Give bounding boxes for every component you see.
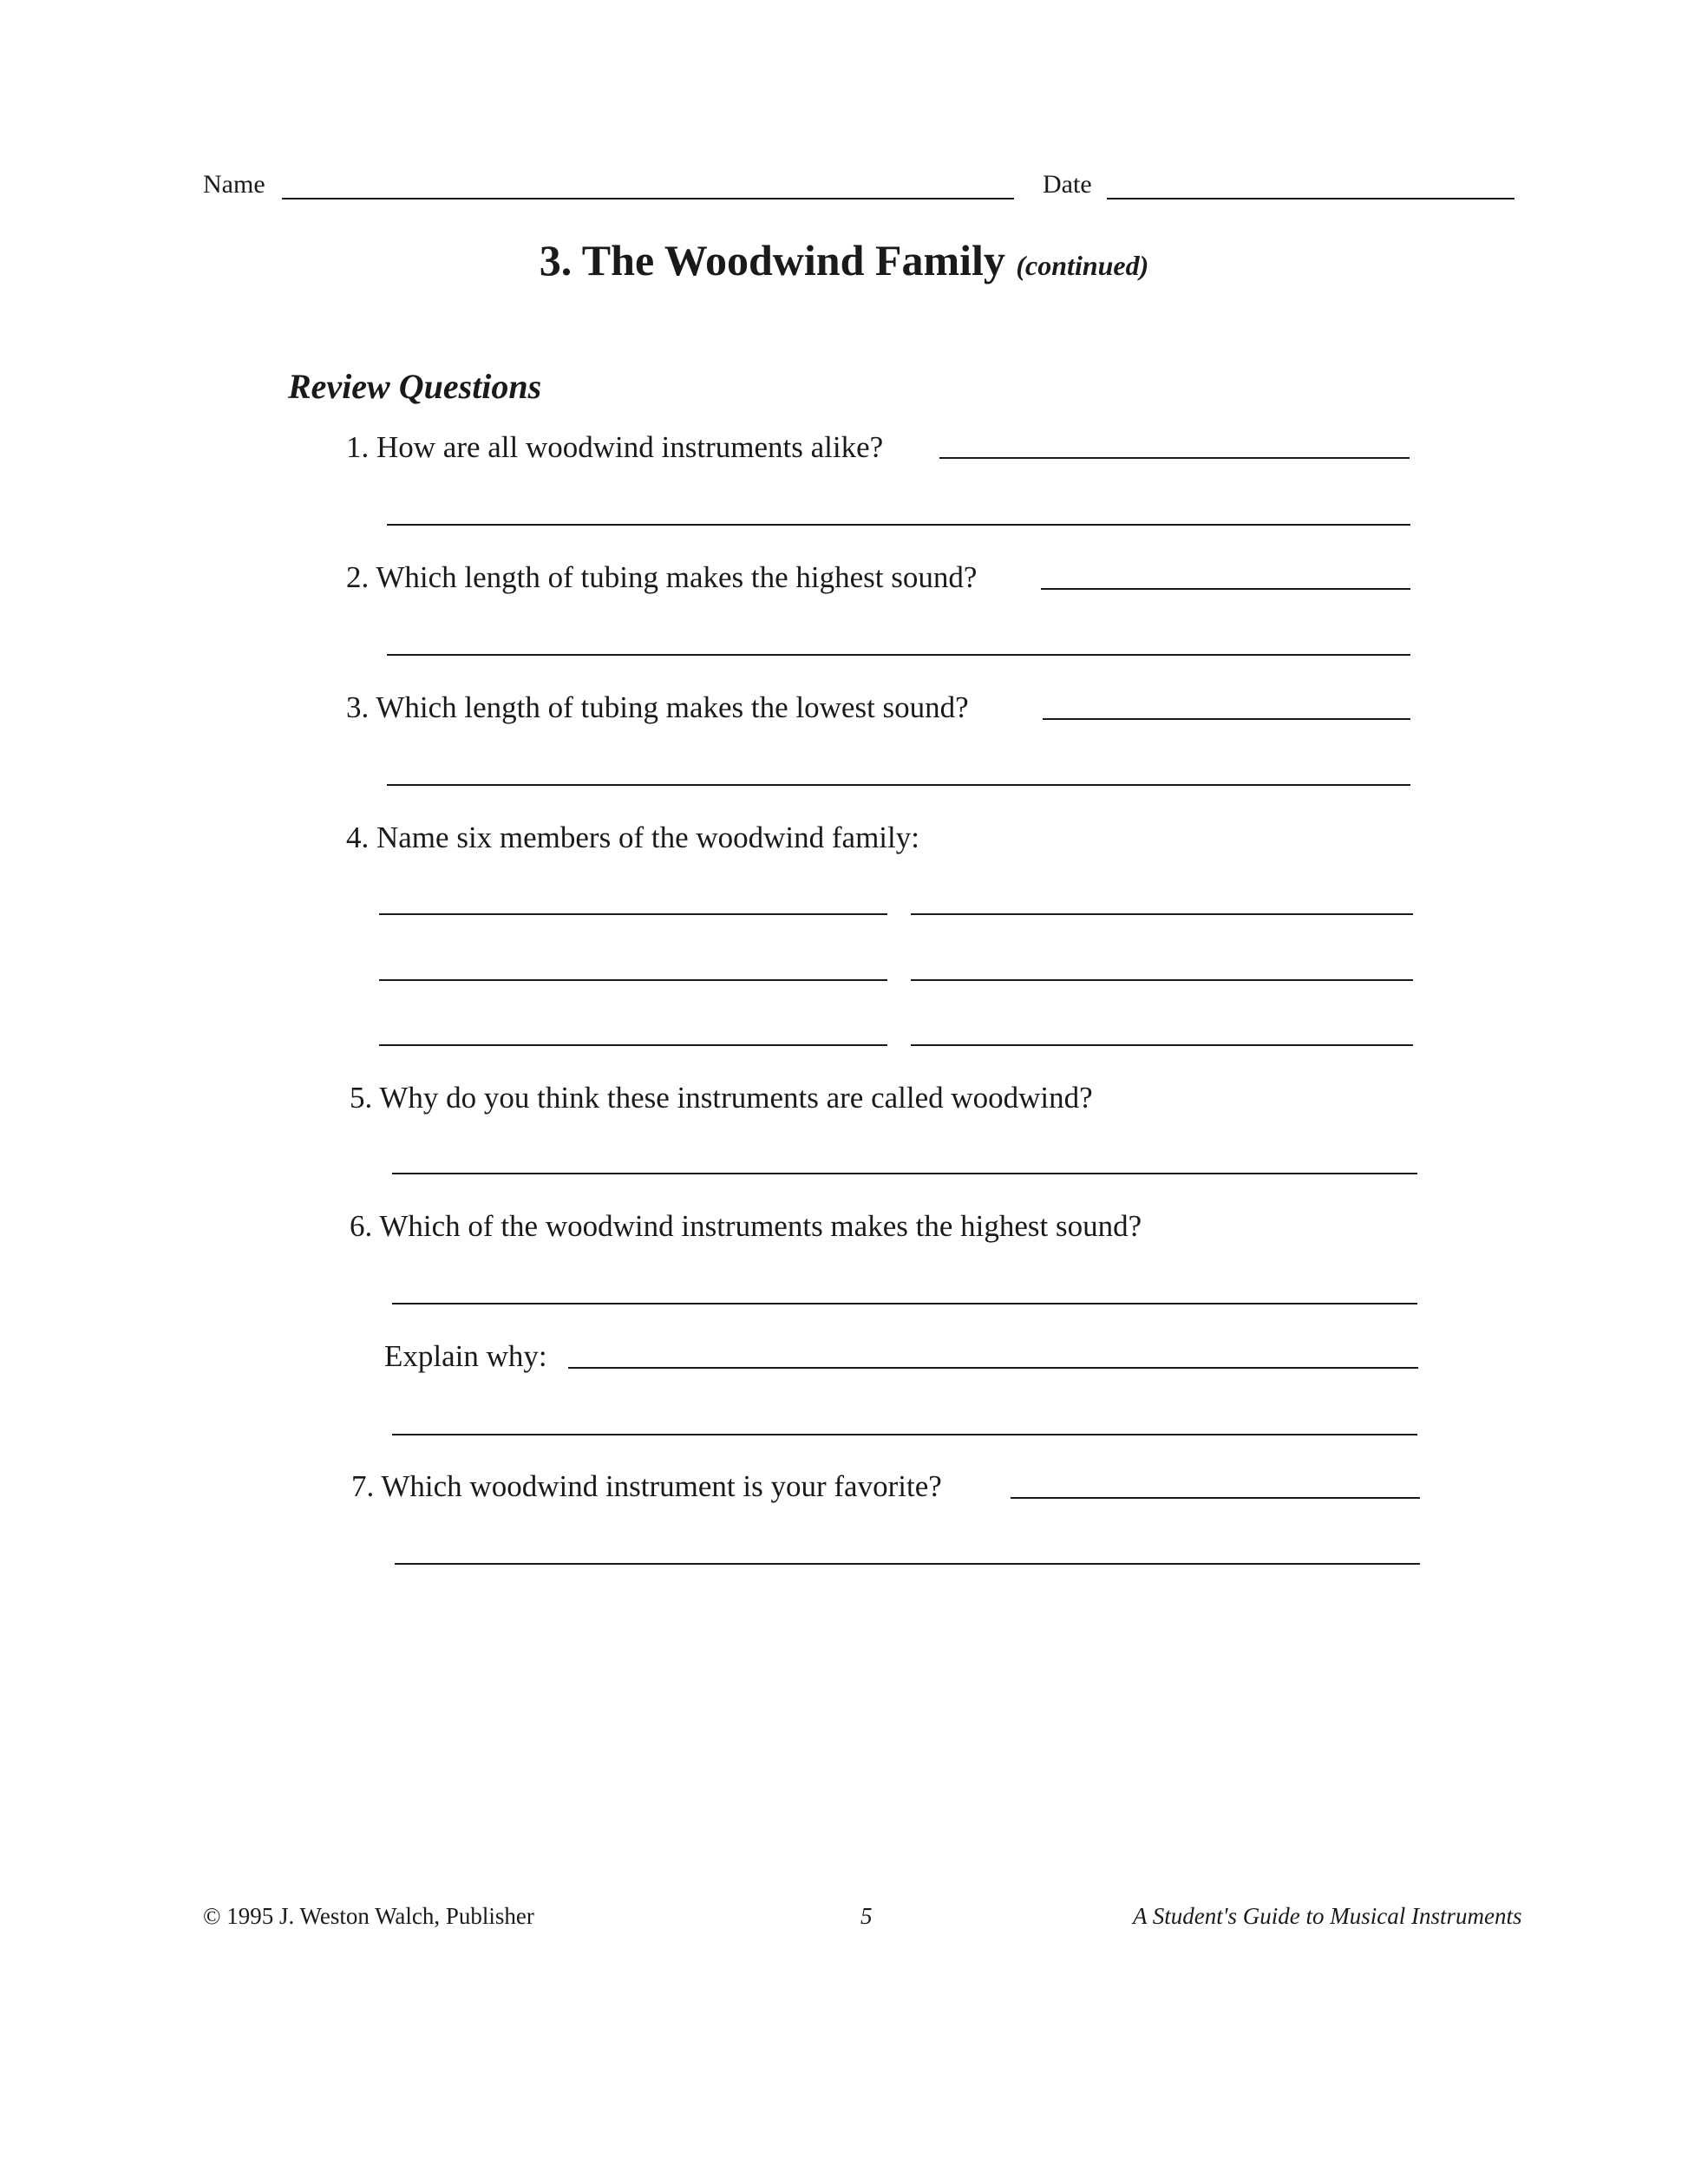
answer-7-line-a[interactable] <box>1011 1497 1420 1499</box>
question-1 <box>346 432 883 462</box>
member-line-3[interactable] <box>379 979 887 981</box>
question-4-number: 4. <box>346 821 370 854</box>
name-label: Name <box>203 170 265 199</box>
member-line-1[interactable] <box>379 913 887 915</box>
member-line-4[interactable] <box>911 979 1413 981</box>
question-3-text: Which length of tubing makes the lowest sound? <box>376 690 969 724</box>
footer-copyright: © 1995 J. Weston Walch, Publisher <box>203 1903 534 1929</box>
footer-book-title: A Student's Guide to Musical Instruments <box>1133 1903 1522 1929</box>
question-6-number: 6. <box>350 1209 373 1243</box>
answer-3-line-a[interactable] <box>1043 718 1410 720</box>
question-3 <box>346 692 969 723</box>
date-field[interactable] <box>1107 198 1515 199</box>
question-4 <box>346 822 919 853</box>
answer-6-line[interactable] <box>392 1303 1417 1305</box>
name-field[interactable] <box>282 198 1014 199</box>
member-line-6[interactable] <box>911 1044 1413 1046</box>
question-2 <box>346 562 977 592</box>
question-4-text: Name six members of the woodwind family: <box>376 821 919 854</box>
answer-1-line-a[interactable] <box>939 457 1410 459</box>
question-6-text: Which of the woodwind instruments makes the highest sound? <box>379 1209 1142 1243</box>
member-line-5[interactable] <box>379 1044 887 1046</box>
question-2-text: Which length of tubing makes the highest sound? <box>376 560 978 594</box>
title-main: 3. The Woodwind Family <box>539 236 1005 284</box>
question-2-number: 2. <box>346 560 370 594</box>
question-7-number: 7. <box>351 1469 375 1503</box>
question-5-text: Why do you think these instruments are called woodwind? <box>379 1081 1093 1115</box>
question-6 <box>350 1211 1142 1241</box>
question-3-number: 3. <box>346 690 370 724</box>
question-5 <box>350 1082 1093 1113</box>
answer-2-line-b[interactable] <box>387 654 1410 656</box>
answer-5-line[interactable] <box>392 1173 1417 1174</box>
answer-7-line-b[interactable] <box>395 1563 1420 1565</box>
explain-why-line-b[interactable] <box>392 1434 1417 1435</box>
title-suffix: (continued) <box>1016 250 1149 281</box>
footer-page-number: 5 <box>860 1903 873 1929</box>
question-5-number: 5. <box>350 1081 373 1115</box>
section-heading: Review Questions <box>288 367 542 406</box>
question-1-number: 1. <box>346 430 370 464</box>
answer-3-line-b[interactable] <box>387 784 1410 786</box>
explain-why-label: Explain why: <box>384 1339 547 1373</box>
date-label: Date <box>1043 170 1092 199</box>
explain-why-line-a[interactable] <box>568 1367 1418 1369</box>
answer-1-line-b[interactable] <box>387 524 1410 526</box>
answer-2-line-a[interactable] <box>1041 588 1410 590</box>
question-1-text: How are all woodwind instruments alike? <box>376 430 884 464</box>
question-7-text: Which woodwind instrument is your favorite? <box>381 1469 942 1503</box>
question-7 <box>351 1471 942 1501</box>
page-title <box>0 234 1688 286</box>
member-line-2[interactable] <box>911 913 1413 915</box>
